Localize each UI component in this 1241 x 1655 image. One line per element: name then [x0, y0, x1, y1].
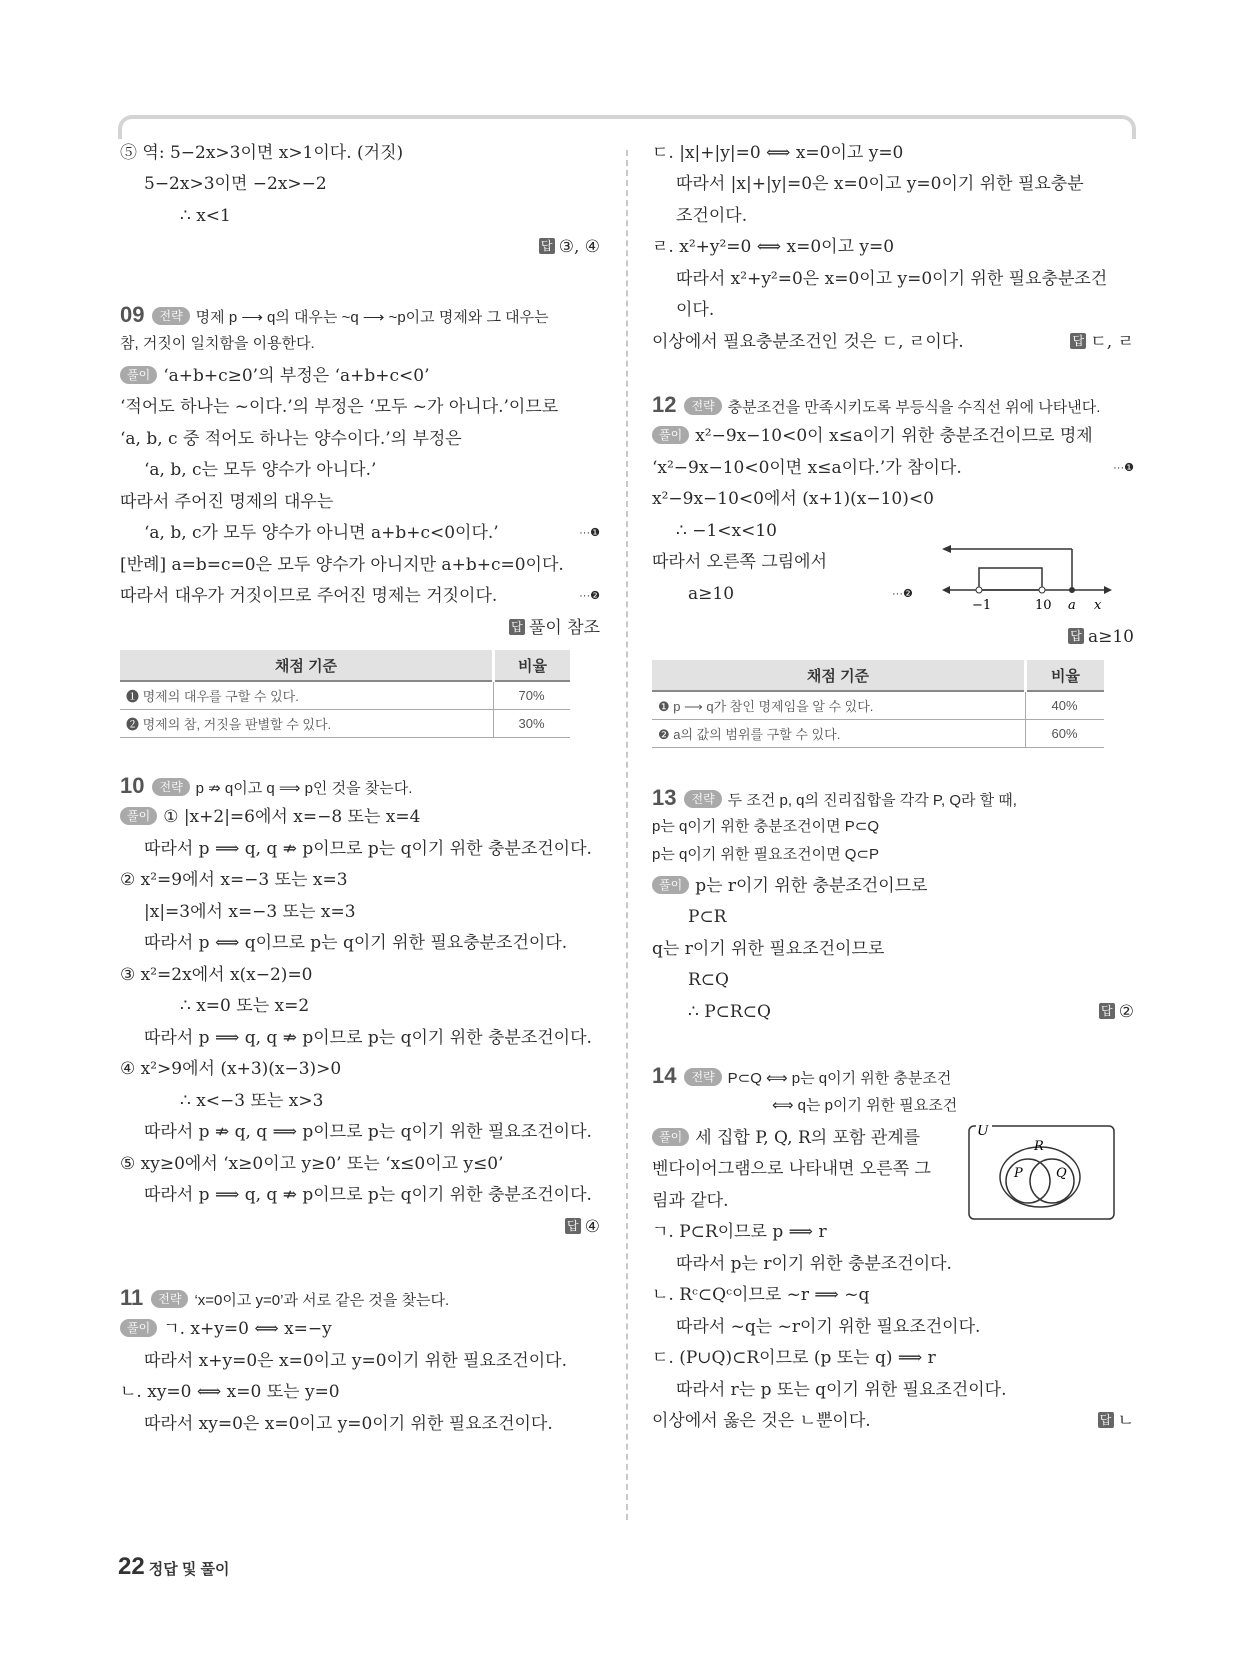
q12-line-3: x²−9x−10<0에서 (x+1)(x−10)<0: [652, 489, 934, 509]
q9-mark-1: ···❶: [579, 527, 600, 539]
page-number: 22: [118, 1553, 145, 1580]
q9-line-5: 따라서 주어진 명제의 대우는: [120, 492, 334, 512]
q14-line-5: 따라서 p는 r이기 위한 충분조건이다.: [676, 1254, 952, 1274]
q10-line-1: 풀이 ① |x+2|=6에서 x=−8 또는 x=4: [120, 804, 420, 830]
q12-mark-1: ···❶: [1113, 462, 1134, 474]
set-q-circle: [1030, 1159, 1074, 1203]
q14-header: 14 전략 P⊂Q ⟺ p는 q이기 위한 충분조건: [652, 1063, 952, 1088]
q8-line-2: 5−2x>3이면 −2x>−2: [144, 174, 327, 194]
column-divider: [626, 150, 628, 1520]
q14-line-3: 림과 같다.: [652, 1191, 729, 1211]
q11-line-2: 따라서 x+y=0은 x=0이고 y=0이기 위한 필요조건이다.: [144, 1351, 567, 1371]
q14-line-10: 이상에서 옳은 것은 ㄴ뿐이다.: [652, 1411, 871, 1431]
q10-line-11: 따라서 p ⇏ q, q ⟹ p이므로 p는 q이기 위한 필요조건이다.: [144, 1122, 592, 1142]
q14-line-9: 따라서 r는 p 또는 q이기 위한 필요조건이다.: [676, 1380, 1007, 1400]
label-a: a: [1068, 598, 1076, 613]
label-u: U: [977, 1125, 989, 1139]
q14-line-6: ㄴ. Rᶜ⊂Qᶜ이므로 ~r ⟹ ~q: [652, 1285, 870, 1305]
q13-strategy-3: p는 q이기 위한 필요조건이면 Q⊂P: [652, 846, 879, 863]
q11-line-1: 풀이 ㄱ. x+y=0 ⟺ x=−y: [120, 1316, 332, 1342]
q14-line-8: ㄷ. (P∪Q)⊂R이므로 (p 또는 q) ⟹ r: [652, 1348, 936, 1368]
q11c-line-6: 이다.: [676, 300, 715, 320]
q11-line-3: ㄴ. xy=0 ⟺ x=0 또는 y=0: [120, 1382, 340, 1402]
table-header: 비율: [494, 650, 571, 681]
q12-line-6: a≥10: [688, 584, 735, 604]
q10-line-2: 따라서 p ⟹ q, q ⇏ p이므로 p는 q이기 위한 충분조건이다.: [144, 839, 592, 859]
q10-header: 10 전략 p ⇏ q이고 q ⟹ p인 것을 찾는다.: [120, 773, 413, 798]
point-open-10: [1039, 587, 1045, 593]
q8-line-3: ∴ x<1: [180, 206, 231, 226]
arrow-head: [942, 545, 951, 553]
q12-answer: 답 a≥10: [1068, 624, 1134, 650]
axis-right-arrow: [1104, 586, 1112, 594]
q13-line-4: R⊂Q: [688, 970, 729, 990]
q8-answer: 답 ③, ④: [539, 234, 600, 260]
page-top-frame: [118, 115, 1136, 139]
q10-line-8: 따라서 p ⟹ q, q ⇏ p이므로 p는 q이기 위한 충분조건이다.: [144, 1028, 592, 1048]
table-row: ❶ 명제의 대우를 구할 수 있다. 70%: [120, 681, 570, 710]
q10-line-10: ∴ x<−3 또는 x>3: [180, 1091, 324, 1111]
q14-line-1: 풀이 세 집합 P, Q, R의 포함 관계를: [652, 1125, 920, 1151]
q12-line-2: ‘x²−9x−10<0이면 x≤a이다.’가 참이다.: [652, 458, 962, 478]
q9-answer: 답 풀이 참조: [509, 615, 600, 641]
q10-line-13: 따라서 p ⟹ q, q ⇏ p이므로 p는 q이기 위한 충분조건이다.: [144, 1185, 592, 1205]
q11c-line-1: ㄷ. |x|+|y|=0 ⟺ x=0이고 y=0: [652, 143, 904, 163]
label-p: P: [1014, 1166, 1023, 1181]
q11c-line-7: 이상에서 필요충분조건인 것은 ㄷ, ㄹ이다.: [652, 332, 964, 352]
q9-line-7: [반례] a=b=c=0은 모두 양수가 아니지만 a+b+c=0이다.: [120, 555, 564, 575]
q9-line-3: ‘a, b, c 중 적어도 하나는 양수이다.’의 부정은: [120, 429, 462, 449]
number-line-diagram: [942, 545, 1132, 615]
q14-answer: 답 ㄴ: [1098, 1408, 1134, 1434]
q10-line-7: ∴ x=0 또는 x=2: [180, 996, 310, 1016]
q11c-line-5: 따라서 x²+y²=0은 x=0이고 y=0이기 위한 필요충분조건: [676, 269, 1108, 289]
q8-line-1: ⑤ 역: 5−2x>3이면 x>1이다. (거짓): [120, 143, 404, 163]
q10-line-6: ③ x²=2x에서 x(x−2)=0: [120, 965, 313, 985]
label-x: x: [1094, 598, 1102, 613]
page-footer: [118, 1553, 230, 1581]
q10-line-5: 따라서 p ⟺ q이므로 p는 q이기 위한 필요충분조건이다.: [144, 933, 568, 953]
table-header: 채점 기준: [120, 650, 494, 681]
q11-header: 11 전략 ‘x=0이고 y=0’과 서로 같은 것을 찾는다.: [120, 1285, 450, 1310]
q14-line-4: ㄱ. P⊂R이므로 p ⟹ r: [652, 1222, 827, 1242]
q9-line-6: ‘a, b, c가 모두 양수가 아니면 a+b+c<0이다.’: [144, 523, 499, 543]
q12-mark-2: ···❷: [892, 588, 913, 600]
q14-line-7: 따라서 ~q는 ~r이기 위한 필요조건이다.: [676, 1317, 981, 1337]
q11-line-4: 따라서 xy=0은 x=0이고 y=0이기 위한 필요조건이다.: [144, 1414, 553, 1434]
q13-line-5: ∴ P⊂R⊂Q: [688, 1002, 771, 1022]
q11-answer: 답 ㄷ, ㄹ: [1070, 329, 1134, 355]
q13-line-1: 풀이 p는 r이기 위한 충분조건이므로: [652, 873, 927, 899]
label-10: 10: [1035, 598, 1052, 613]
q10-line-4: |x|=3에서 x=−3 또는 x=3: [144, 902, 356, 922]
venn-diagram: [968, 1125, 1116, 1221]
set-r-ellipse: [1000, 1147, 1080, 1207]
table-row: ❷ a의 값의 범위를 구할 수 있다. 60%: [652, 720, 1104, 748]
point-open-minus1: [976, 587, 982, 593]
q12-grading-table: [652, 660, 1104, 748]
q10-line-3: ② x²=9에서 x=−3 또는 x=3: [120, 870, 348, 890]
q9-line-8: 따라서 대우가 거짓이므로 주어진 명제는 거짓이다.: [120, 586, 498, 606]
q9-line-2: ‘적어도 하나는 ~이다.’의 부정은 ‘모두 ~가 아니다.’이므로: [120, 397, 559, 417]
q12-line-4: ∴ −1<x<10: [676, 521, 777, 541]
q9-line-1: 풀이 ‘a+b+c≥0’의 부정은 ‘a+b+c<0’: [120, 363, 429, 389]
q13-header: 13 전략 두 조건 p, q의 진리집합을 각각 P, Q라 할 때,: [652, 785, 1017, 810]
footer-title: 정답 및 풀이: [148, 1561, 230, 1578]
axis-left-arrow: [942, 586, 950, 594]
q11c-line-3: 조건이다.: [676, 206, 748, 226]
label-minus1: −1: [972, 598, 992, 613]
q10-line-12: ⑤ xy≥0에서 ‘x≥0이고 y≥0’ 또는 ‘x≤0이고 y≤0’: [120, 1154, 504, 1174]
interval-box: [979, 568, 1042, 590]
q9-header: 09 전략 명제 p ⟶ q의 대우는 ~q ⟶ ~p이고 명제와 그 대우는: [120, 302, 549, 327]
table-header: 비율: [1026, 660, 1105, 691]
point-a: [1069, 587, 1075, 593]
answer-icon: 답: [539, 238, 555, 254]
q13-line-3: q는 r이기 위한 필요조건이므로: [652, 939, 885, 959]
q9-line-4: ‘a, b, c는 모두 양수가 아니다.’: [144, 460, 377, 480]
q11c-line-4: ㄹ. x²+y²=0 ⟺ x=0이고 y=0: [652, 237, 895, 257]
q13-answer: 답 ②: [1099, 999, 1134, 1025]
q9-strategy-2: 참, 거짓이 일치함을 이용한다.: [120, 335, 315, 352]
q12-line-1: 풀이 x²−9x−10<0이 x≤a이기 위한 충분조건이므로 명제: [652, 423, 1093, 449]
q13-line-2: P⊂R: [688, 907, 727, 927]
table-row: ❷ 명제의 참, 거짓을 판별할 수 있다. 30%: [120, 710, 570, 738]
q13-strategy-2: p는 q이기 위한 충분조건이면 P⊂Q: [652, 818, 879, 835]
q14-line-2: 벤다이어그램으로 나타내면 오른쪽 그: [652, 1159, 931, 1179]
q12-header: 12 전략 충분조건을 만족시키도록 부등식을 수직선 위에 나타낸다.: [652, 392, 1101, 417]
label-q: Q: [1056, 1166, 1067, 1181]
q10-line-9: ④ x²>9에서 (x+3)(x−3)>0: [120, 1059, 342, 1079]
q10-answer: 답 ④: [565, 1214, 600, 1240]
table-header: 채점 기준: [652, 660, 1026, 691]
q11c-line-2: 따라서 |x|+|y|=0은 x=0이고 y=0이기 위한 필요충분: [676, 174, 1084, 194]
table-row: ❶ p ⟶ q가 참인 명제임을 알 수 있다. 40%: [652, 691, 1104, 720]
q9-mark-2: ···❷: [579, 590, 600, 602]
q14-strategy-2: ⟺ q는 p이기 위한 필요조건: [772, 1097, 958, 1114]
q12-line-5: 따라서 오른쪽 그림에서: [652, 552, 828, 572]
label-r: R: [1034, 1139, 1044, 1154]
q9-grading-table: [120, 650, 570, 738]
set-p-circle: [1006, 1159, 1050, 1203]
